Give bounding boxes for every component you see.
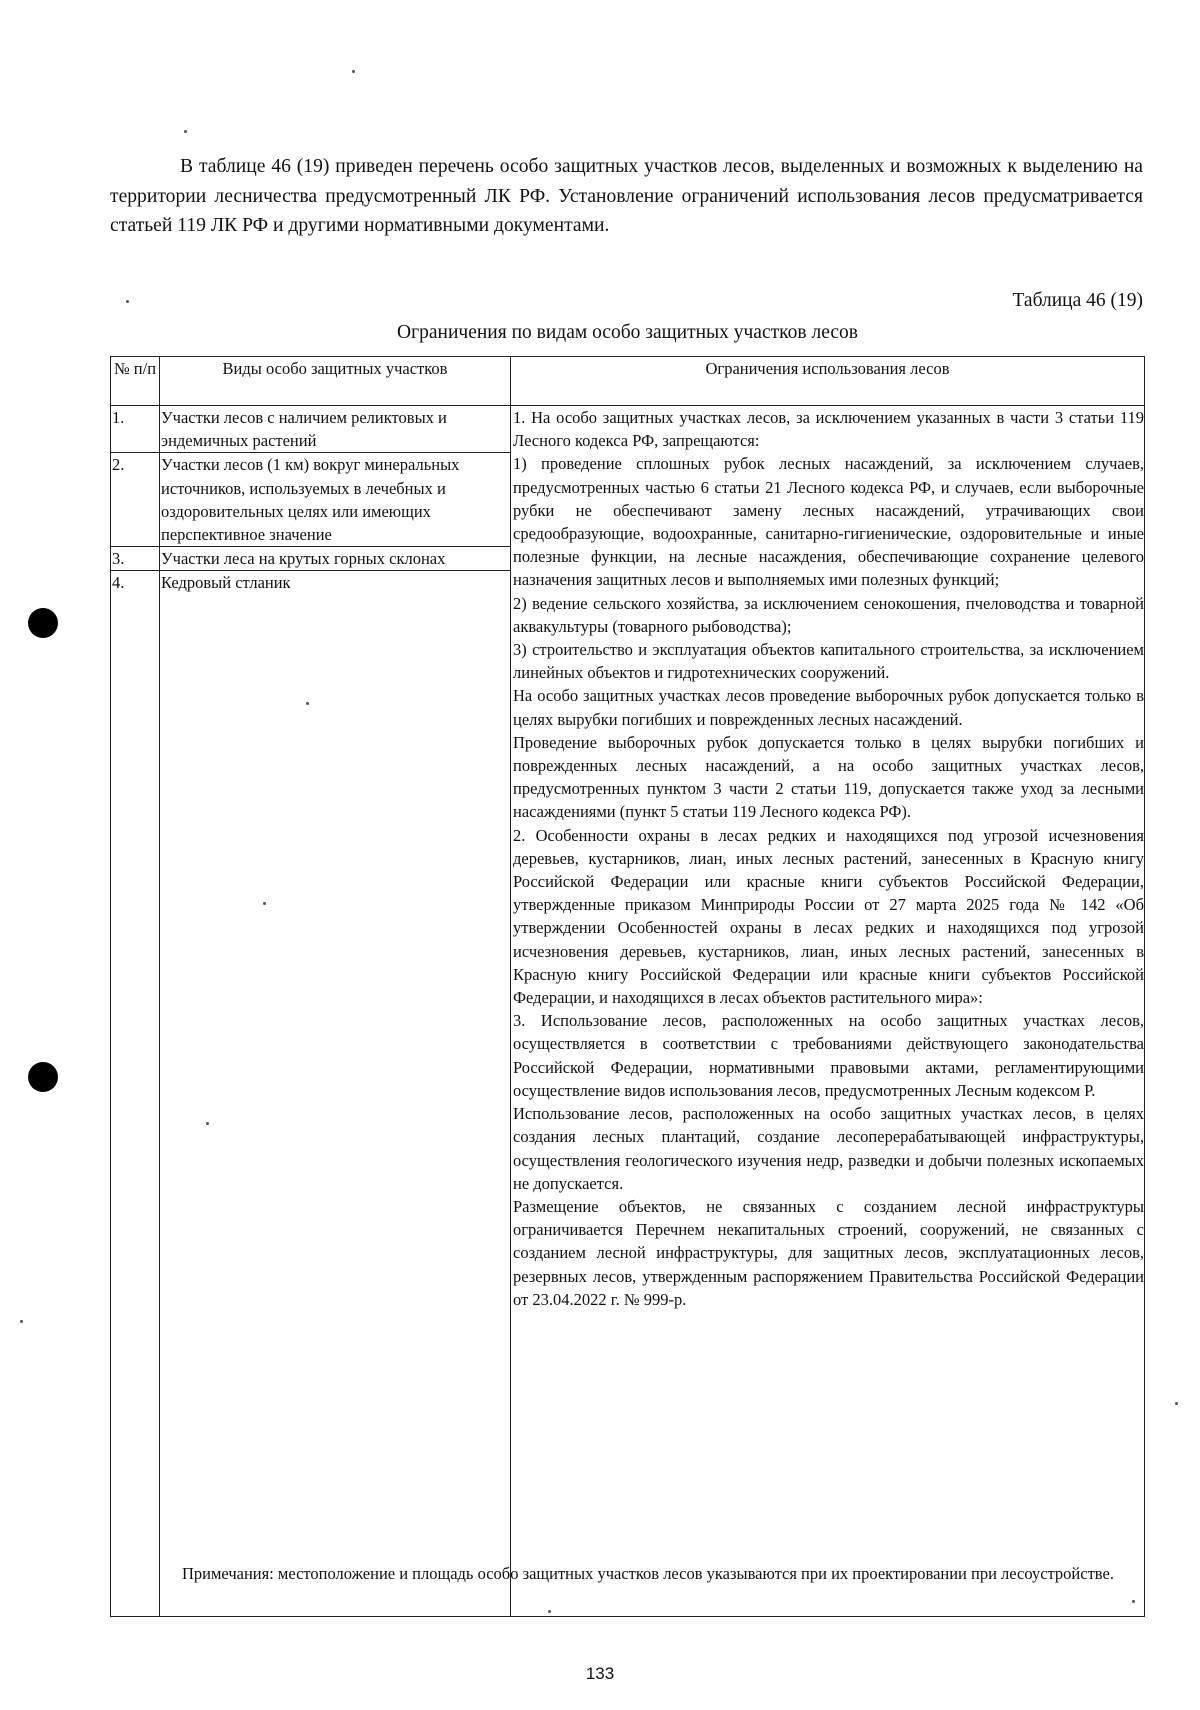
column-header-num: № п/п [111,357,160,406]
column-header-restrictions: Ограничения использования лесов [511,357,1145,406]
restriction-paragraph: 3) строительство и эксплуатация объектов капитального строительства, за исключением линейных объектов и гидротехнических сооружений. [513,640,1144,683]
punch-hole [28,608,58,638]
restriction-paragraph: 2. Особенности охраны в лесах редких и находящихся под угрозой исчезновения деревьев, кустарников, лиан, иных лесных растений, занесенных в Красную книгу Российской Федерации или красные книги субъектов Российской Федерации, утвержденные приказом Минприроды России от 27 марта 2025 года № 142 «Об утверждении Особенностей охраны в лесах редких и находящихся под угрозой исчезновения деревьев, кустарников, лиан, иных лесных растений, занесенных в Красную книгу Российской Федерации или красные книги субъектов Российской Федерации, и находящихся в лесах объектов растительного мира»: [513,825,1144,1008]
row-kind: Участки лесов (1 км) вокруг минеральных источников, используемых в лечебных и оздоровительных целях или имеющих перспективное значение [160,453,511,547]
table-label: Таблица 46 (19) [1012,290,1143,311]
scan-speck [184,130,187,133]
table-header-row [111,357,1145,406]
table-row [111,406,1145,453]
scan-speck [20,1320,23,1323]
restrictions-table [110,356,1145,1617]
intro-paragraph: В таблице 46 (19) приведен перечень особо защитных участков лесов, выделенных и возможных к выделению на территории лесничества предусмотренный ЛК РФ. Установление ограничений использования лесов предусматривается статьей 119 ЛК РФ и другими нормативными документами. [110,156,1143,236]
page-number: 133 [585,1664,615,1683]
row-number: 1. [111,406,160,453]
restriction-paragraph: Использование лесов, расположенных на особо защитных участках лесов, в целях создания лесных плантаций, создание лесоперерабатывающей инфраструктуры, осуществления геологического изучения недр, разведки и добычи полезных ископаемых не допускается. [513,1104,1144,1193]
row-kind: Кедровый стланик [160,571,511,1617]
row-kind: Участки лесов с наличием реликтовых и эндемичных растений [160,406,511,453]
column-header-kind: Виды особо защитных участков [160,357,511,406]
row-number: 3. [111,547,160,571]
punch-hole [28,1062,58,1092]
restriction-paragraph: 2) ведение сельского хозяйства, за исключением сенокошения, пчеловодства и товарной аквакультуры (товарного рыбоводства); [513,593,1144,636]
table-title: Ограничения по видам особо защитных участков лесов [397,322,858,343]
restriction-paragraph: 1. На особо защитных участках лесов, за исключением указанных в части 3 статьи 119 Лесного кодекса РФ, запрещаются: [513,408,1144,451]
restrictions-cell [511,406,1145,1617]
scan-speck [1175,1402,1178,1405]
restriction-paragraph: Проведение выборочных рубок допускается только в целях вырубки погибших и поврежденных лесных насаждений, а на особо защитных участках лесов, предусмотренных пунктом 3 части 2 статьи 119, допускается также уход за лесными насаждениями (пункт 5 статьи 119 Лесного кодекса РФ). [513,732,1144,822]
row-number: 4. [111,571,160,1617]
row-kind: Участки леса на крутых горных склонах [160,547,511,571]
table-note: Примечания: местоположение и площадь особо защитных участков лесов указываются при их проектировании при лесоустройстве. [182,1564,1114,1583]
restriction-paragraph: На особо защитных участках лесов проведение выборочных рубок допускается только в целях вырубки погибших и поврежденных лесных насаждений. [513,686,1144,729]
scan-speck [352,70,355,73]
restriction-paragraph: 1) проведение сплошных рубок лесных насаждений, за исключением случаев, предусмотренных частью 6 статьи 21 Лесного кодекса РФ, и случаев, если выборочные рубки не обеспечивают замену лесных насаждений, утрачивающих свои средообразующие, водоохранные, санитарно-гигиенические, оздоровительные и иные полезные функции, на лесные насаждения, обеспечивающие сохранение целевого назначения защитных лесов и выполняемых ими полезных функций; [513,454,1144,590]
restriction-paragraph: Размещение объектов, не связанных с созданием лесной инфраструктуры ограничивается Перечнем некапитальных строений, сооружений, не связанных с созданием лесной инфраструктуры, для защитных лесов, эксплуатационных лесов, резервных лесов, утвержденным распоряжением Правительства Российской Федерации от 23.04.2022 г. № 999-р. [513,1196,1144,1309]
restriction-paragraph: 3. Использование лесов, расположенных на особо защитных участках лесов, осуществляется в соответствии с требованиями действующего законодательства Российской Федерации, нормативными правовыми актами, регламентирующими осуществление видов использования лесов, предусмотренных Лесным кодексом Р. [513,1011,1144,1100]
row-number: 2. [111,453,160,547]
scan-speck [126,300,129,303]
